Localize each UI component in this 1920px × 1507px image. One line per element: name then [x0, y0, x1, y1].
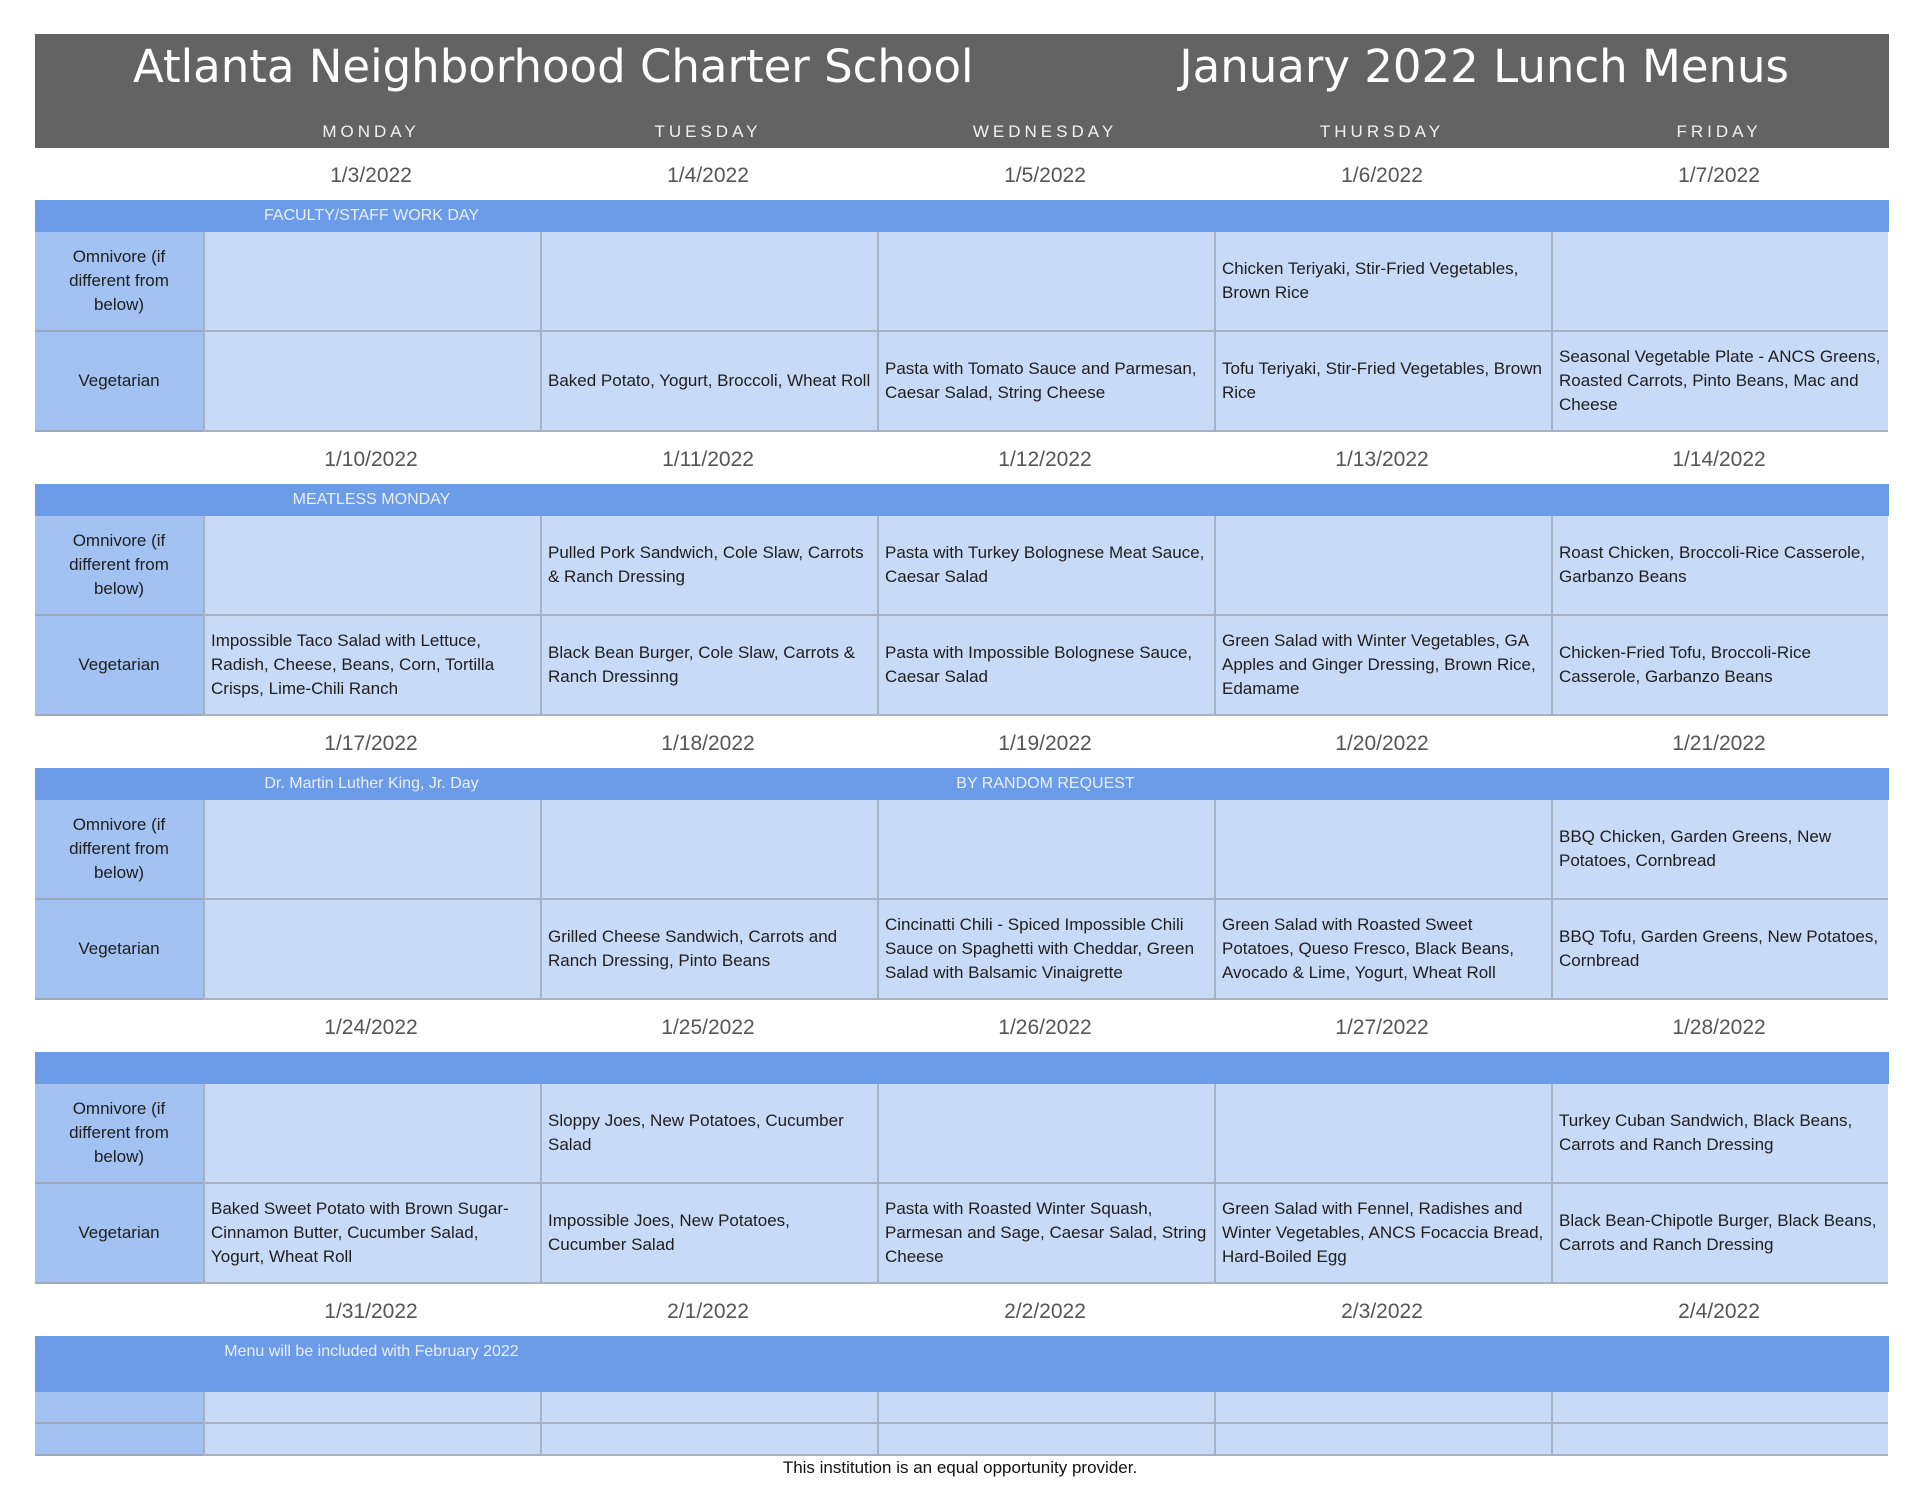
vegetarian-menu-cell	[1551, 900, 1888, 1000]
menu-item-text: Seasonal Vegetable Plate - ANCS Greens, Roasted Carrots, Pinto Beans, Mac and Cheese	[1559, 347, 1881, 414]
date-label: 1/17/2022	[324, 732, 418, 755]
omnivore-menu-cell	[540, 800, 877, 900]
date-label: 1/20/2022	[1335, 732, 1429, 755]
date-label: 1/19/2022	[998, 732, 1092, 755]
menu-item-text: Black Bean Burger, Cole Slaw, Carrots & Ranch Dressinng	[548, 643, 856, 686]
omnivore-menu-cell	[1551, 800, 1888, 900]
footer-note: This institution is an equal opportunity provider.	[782, 1458, 1138, 1477]
omnivore-menu-cell	[1551, 516, 1888, 616]
week-note-band	[35, 768, 1889, 800]
week-note-band	[35, 200, 1889, 232]
menu-item-text: BBQ Tofu, Garden Greens, New Potatoes, Cornbread	[1559, 927, 1879, 970]
vegetarian-menu-cell	[1214, 1184, 1551, 1284]
menu-item-text: Turkey Cuban Sandwich, Black Beans, Carrots and Ranch Dressing	[1559, 1111, 1853, 1154]
week-dates	[35, 1002, 1889, 1052]
menu-item-text: Baked Sweet Potato with Brown Sugar-Cinnamon Butter, Cucumber Salad, Yogurt, Wheat Roll	[211, 1199, 509, 1266]
menu-header	[35, 34, 1889, 148]
week-note-band	[35, 1052, 1889, 1084]
row-label-text: Vegetarian	[78, 939, 160, 958]
row-label-text: Vegetarian	[78, 655, 160, 674]
vegetarian-row-label	[35, 1424, 203, 1456]
week-block	[35, 150, 1889, 432]
menu-item-text: Pulled Pork Sandwich, Cole Slaw, Carrots & Ranch Dressing	[548, 543, 864, 586]
week-block	[35, 1286, 1889, 1456]
date-label: 1/4/2022	[667, 164, 749, 187]
omnivore-menu-cell	[877, 1084, 1214, 1184]
omnivore-menu-cell	[203, 232, 540, 332]
day-header-friday: FRIDAY	[1676, 122, 1762, 141]
date-label: 2/3/2022	[1341, 1300, 1423, 1323]
week-dates	[35, 434, 1889, 484]
date-label: 1/27/2022	[1335, 1016, 1429, 1039]
menu-item-text: Green Salad with Roasted Sweet Potatoes, Queso Fresco, Black Beans, Avocado & Lime, Yogurt, Wheat Roll	[1222, 915, 1514, 982]
vegetarian-menu-cell	[203, 616, 540, 716]
date-label: 1/6/2022	[1341, 164, 1423, 187]
date-label: 1/3/2022	[330, 164, 412, 187]
omnivore-menu-cell	[1551, 1392, 1888, 1424]
row-label-text: Omnivore (if different from below)	[69, 815, 169, 882]
date-label: 2/2/2022	[1004, 1300, 1086, 1323]
vegetarian-menu-cell	[1214, 616, 1551, 716]
vegetarian-menu-cell	[1551, 616, 1888, 716]
omnivore-menu-cell	[203, 516, 540, 616]
week-note-band	[35, 1336, 1889, 1392]
omnivore-menu-cell	[877, 1392, 1214, 1424]
vegetarian-menu-cell	[540, 332, 877, 432]
omnivore-menu-cell	[540, 516, 877, 616]
row-label-text: Vegetarian	[78, 371, 160, 390]
vegetarian-menu-cell	[877, 332, 1214, 432]
school-name: Atlanta Neighborhood Charter School	[133, 40, 974, 93]
date-label: 1/25/2022	[661, 1016, 755, 1039]
vegetarian-menu-cell	[1551, 1184, 1888, 1284]
menu-item-text: Impossible Taco Salad with Lettuce, Radish, Cheese, Beans, Corn, Tortilla Crisps, Lime-Chili Ranch	[211, 631, 495, 698]
vegetarian-row-label	[35, 332, 203, 432]
omnivore-menu-cell	[1551, 232, 1888, 332]
menu-item-text: BBQ Chicken, Garden Greens, New Potatoes, Cornbread	[1559, 827, 1832, 870]
vegetarian-menu-cell	[203, 1424, 540, 1456]
vegetarian-menu-cell	[877, 616, 1214, 716]
omnivore-menu-cell	[877, 800, 1214, 900]
week-block	[35, 718, 1889, 1000]
date-label: 2/1/2022	[667, 1300, 749, 1323]
day-header-monday: MONDAY	[322, 122, 420, 141]
menu-item-text: Grilled Cheese Sandwich, Carrots and Ranch Dressing, Pinto Beans	[548, 927, 838, 970]
day-note: FACULTY/STAFF WORK DAY	[263, 207, 480, 224]
day-note: BY RANDOM REQUEST	[956, 775, 1135, 792]
date-label: 1/5/2022	[1004, 164, 1086, 187]
vegetarian-menu-cell	[540, 1424, 877, 1456]
omnivore-menu-cell	[877, 232, 1214, 332]
menu-item-text: Pasta with Impossible Bolognese Sauce, Caesar Salad	[885, 643, 1193, 686]
vegetarian-menu-cell	[877, 900, 1214, 1000]
vegetarian-menu-cell	[540, 900, 877, 1000]
row-label-text: Omnivore (if different from below)	[69, 247, 169, 314]
date-label: 1/7/2022	[1678, 164, 1760, 187]
vegetarian-row-label	[35, 1184, 203, 1284]
day-header-wednesday: WEDNESDAY	[972, 122, 1118, 141]
date-label: 1/14/2022	[1672, 448, 1766, 471]
day-header-thursday: THURSDAY	[1319, 122, 1445, 141]
date-label: 2/4/2022	[1678, 1300, 1760, 1323]
omnivore-menu-cell	[203, 1392, 540, 1424]
vegetarian-menu-cell	[1551, 332, 1888, 432]
date-label: 1/18/2022	[661, 732, 755, 755]
vegetarian-menu-cell	[540, 616, 877, 716]
week-dates	[35, 718, 1889, 768]
date-label: 1/12/2022	[998, 448, 1092, 471]
vegetarian-menu-cell	[1214, 1424, 1551, 1456]
day-note: Menu will be included with February 2022	[224, 1343, 519, 1360]
date-label: 1/13/2022	[1335, 448, 1429, 471]
week-note-band	[35, 484, 1889, 516]
omnivore-menu-cell	[203, 1084, 540, 1184]
menu-item-text: Pasta with Tomato Sauce and Parmesan, Caesar Salad, String Cheese	[885, 359, 1197, 402]
omnivore-menu-cell	[1214, 1392, 1551, 1424]
menu-item-text: Pasta with Roasted Winter Squash, Parmesan and Sage, Caesar Salad, String Cheese	[885, 1199, 1207, 1266]
menu-item-text: Green Salad with Winter Vegetables, GA Apples and Ginger Dressing, Brown Rice, Edamame	[1222, 631, 1536, 698]
vegetarian-menu-cell	[1214, 332, 1551, 432]
menu-item-text: Pasta with Turkey Bolognese Meat Sauce, Caesar Salad	[885, 543, 1205, 586]
week-block	[35, 1002, 1889, 1284]
row-label-text: Vegetarian	[78, 1223, 160, 1242]
row-label-text: Omnivore (if different from below)	[69, 531, 169, 598]
omnivore-row-label	[35, 1392, 203, 1424]
date-label: 1/24/2022	[324, 1016, 418, 1039]
vegetarian-menu-cell	[1551, 1424, 1888, 1456]
vegetarian-menu-cell	[203, 1184, 540, 1284]
omnivore-menu-cell	[540, 1084, 877, 1184]
menu-item-text: Sloppy Joes, New Potatoes, Cucumber Salad	[548, 1111, 844, 1154]
date-label: 1/31/2022	[324, 1300, 418, 1323]
menu-item-text: Black Bean-Chipotle Burger, Black Beans, Carrots and Ranch Dressing	[1559, 1211, 1877, 1254]
menu-item-text: Chicken-Fried Tofu, Broccoli-Rice Casserole, Garbanzo Beans	[1559, 643, 1811, 686]
omnivore-row-label	[35, 516, 203, 616]
menu-item-text: Chicken Teriyaki, Stir-Fried Vegetables, Brown Rice	[1222, 259, 1519, 302]
omnivore-row-label	[35, 1084, 203, 1184]
day-header-tuesday: TUESDAY	[654, 122, 762, 141]
menu-item-text: Tofu Teriyaki, Stir-Fried Vegetables, Brown Rice	[1222, 359, 1542, 402]
omnivore-menu-cell	[1551, 1084, 1888, 1184]
menu-item-text: Cincinatti Chili - Spiced Impossible Chili Sauce on Spaghetti with Cheddar, Green Salad with Balsamic Vinaigrette	[885, 915, 1195, 982]
date-label: 1/10/2022	[324, 448, 418, 471]
vegetarian-row-label	[35, 616, 203, 716]
menu-item-text: Green Salad with Fennel, Radishes and Winter Vegetables, ANCS Focaccia Bread, Hard-Boiled Egg	[1222, 1199, 1544, 1266]
date-label: 1/26/2022	[998, 1016, 1092, 1039]
omnivore-menu-cell	[1214, 232, 1551, 332]
omnivore-row-label	[35, 232, 203, 332]
omnivore-menu-cell	[1214, 516, 1551, 616]
week-dates	[35, 1286, 1889, 1336]
date-label: 1/21/2022	[1672, 732, 1766, 755]
row-label-text: Omnivore (if different from below)	[69, 1099, 169, 1166]
menu-item-text: Impossible Joes, New Potatoes, Cucumber Salad	[548, 1211, 790, 1254]
omnivore-menu-cell	[1214, 800, 1551, 900]
vegetarian-menu-cell	[540, 1184, 877, 1284]
day-note: Dr. Martin Luther King, Jr. Day	[264, 775, 479, 792]
omnivore-row-label	[35, 800, 203, 900]
date-label: 1/28/2022	[1672, 1016, 1766, 1039]
week-dates	[35, 150, 1889, 200]
omnivore-menu-cell	[540, 232, 877, 332]
menu-title: January 2022 Lunch Menus	[1179, 40, 1789, 93]
date-label: 1/11/2022	[662, 448, 754, 471]
omnivore-menu-cell	[540, 1392, 877, 1424]
week-block	[35, 434, 1889, 716]
menu-item-text: Baked Potato, Yogurt, Broccoli, Wheat Roll	[548, 371, 871, 390]
menu-item-text: Roast Chicken, Broccoli-Rice Casserole, Garbanzo Beans	[1559, 543, 1866, 586]
vegetarian-row-label	[35, 900, 203, 1000]
omnivore-menu-cell	[877, 516, 1214, 616]
vegetarian-menu-cell	[877, 1184, 1214, 1284]
vegetarian-menu-cell	[203, 332, 540, 432]
vegetarian-menu-cell	[877, 1424, 1214, 1456]
omnivore-menu-cell	[1214, 1084, 1551, 1184]
omnivore-menu-cell	[203, 800, 540, 900]
vegetarian-menu-cell	[203, 900, 540, 1000]
day-note: MEATLESS MONDAY	[292, 491, 451, 508]
vegetarian-menu-cell	[1214, 900, 1551, 1000]
